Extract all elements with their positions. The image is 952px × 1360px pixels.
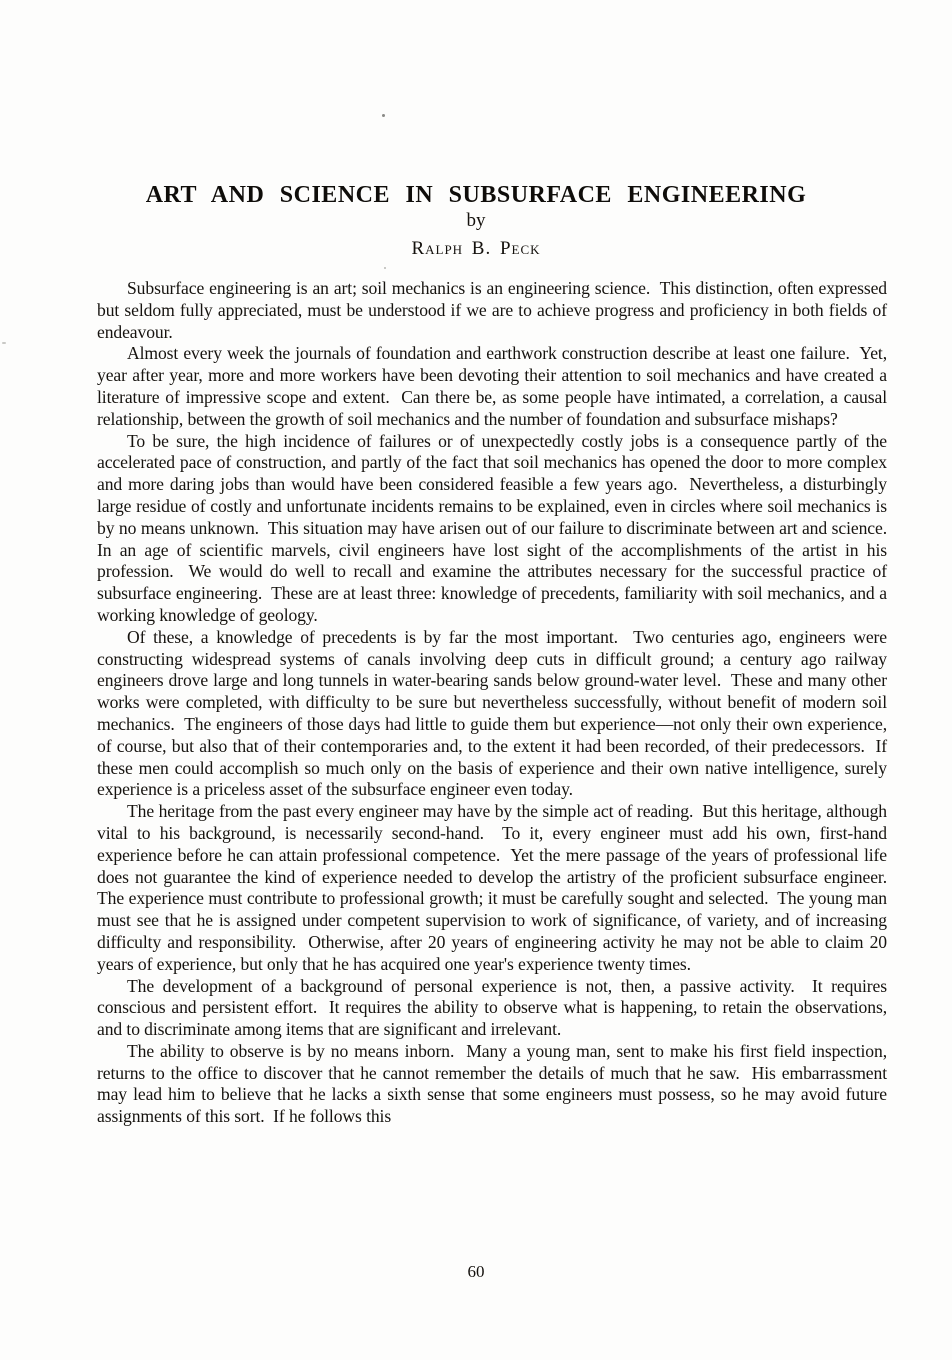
author-name: Ralph B. Peck [411, 238, 541, 259]
paragraph-5: The heritage from the past every engineer may have by the simple act of reading. But this heritage, although vital to his background, is necessarily second-hand. To it, every engineer must add his own, first-hand experience before he can attain professional competence. Yet the mere passage of the years of professional life does not guarantee the kind of experience needed to develop the artistry of the proficient subsurface engineer. The experience must contribute to professional growth; it must be carefully sought and selected. The young man must see that he is assigned under competent supervision to work of significance, of variety, and of increasing difficulty and responsibility. Otherwise, after 20 years of engineering activity he may not be able to claim 20 years of experience, but only that he has acquired one year's experience twenty times. [97, 801, 896, 974]
scan-speck [382, 114, 385, 117]
scan-speck [2, 342, 6, 344]
scan-speck [384, 267, 386, 269]
paragraph-2: Almost every week the journals of foundation and earthwork construction describe at least one failure. Yet, year after year, more and more workers have been devoting their attention to soil mechanics and have created a literature of impressive scope and extent. Can there be, as some people have intimated, a correlation, a causal relationship, between the growth of soil mechanics and the number of foundation and subsurface mishaps? [97, 343, 892, 429]
paragraph-7: The ability to observe is by no means inborn. Many a young man, sent to make his first field inspection, returns to the office to discover that he cannot remember the details of much that he saw. His embarrassment may lead him to believe that he lacks a sixth sense that some engineers must possess, so he may avoid future assignments of this sort. If he follows this [97, 1040, 892, 1127]
page-number: 60 [467, 1262, 485, 1281]
article-body [97, 278, 896, 1128]
article-title: ART AND SCIENCE IN SUBSURFACE ENGINEERING [145, 182, 807, 209]
byline-label: by [466, 210, 486, 231]
paragraph-6: The development of a background of personal experience is not, then, a passive activity. It requires conscious and persistent effort. It requires the ability to observe what is happening, to retain the observations, and to discriminate among items that are significant and irrelevant. [97, 975, 892, 1040]
paragraph-3: To be sure, the high incidence of failures or of unexpectedly costly jobs is a consequence partly of the accelerated pace of construction, and partly of the fact that soil mechanics has opened the door to more complex and more daring jobs than would have been considered feasible a few years ago. Nevertheless, a disturbingly large residue of costly and unfortunate incidents remains to be explained, even in circles where soil mechanics is by no means unknown. This situation may have arisen out of our failure to discriminate between art and science. In an age of scientific marvels, civil engineers have lost sight of the accomplishments of the artist in his profession. We would do well to recall and examine the attributes necessary for the successful practice of subsurface engineering. These are at least three: knowledge of precedents, familiarity with soil mechanics, and a working knowledge of geology. [97, 430, 896, 625]
paragraph-1: Subsurface engineering is an art; soil mechanics is an engineering science. This distinction, often expressed but seldom fully appreciated, must be understood if we are to achieve progress and proficiency in both fields of endeavour. [97, 278, 892, 342]
paragraph-4: Of these, a knowledge of precedents is by far the most important. Two centuries ago, engineers were constructing widespread systems of canals involving deep cuts in difficult ground; a century ago railway engineers drove large and long tunnels in water-bearing sands below ground-water level. These and many other works were completed, with difficulty to be sure but nevertheless successfully, without benefit of modern soil mechanics. The engineers of those days had little to guide them but experience—not only their own experience, of course, but also that of their contemporaries and, to the extent it had been recorded, of their predecessors. If these men could accomplish so much only on the basis of experience and their own native intelligence, surely experience is a priceless asset of the subsurface engineer even today. [97, 626, 892, 800]
